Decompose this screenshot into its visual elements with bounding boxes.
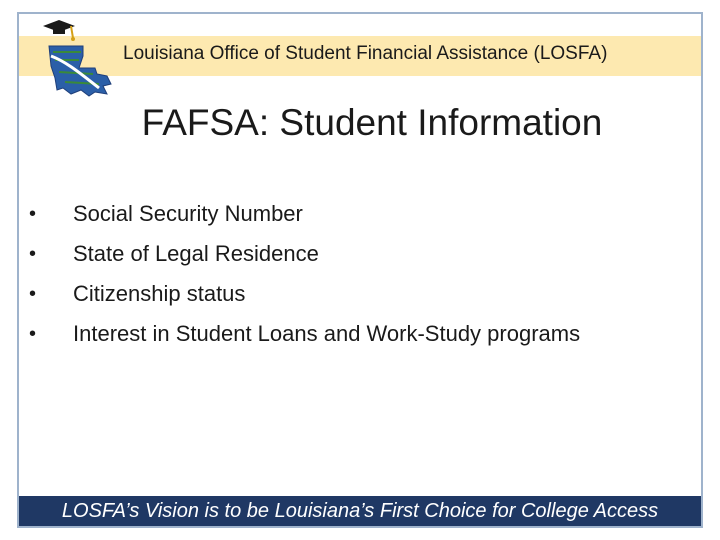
- footer-band: [19, 496, 701, 526]
- bullet-icon: •: [29, 282, 37, 305]
- org-name: Louisiana Office of Student Financial Assistance (LOSFA): [123, 43, 608, 64]
- bullet-icon: •: [29, 202, 37, 225]
- bullet-text: Citizenship status: [73, 281, 246, 306]
- list-item: [29, 194, 580, 234]
- slide-frame: [17, 12, 703, 528]
- bullet-icon: •: [29, 242, 37, 265]
- bullet-icon: •: [29, 322, 37, 345]
- list-item: [29, 314, 580, 354]
- slide-title: FAFSA: Student Information: [141, 102, 603, 143]
- list-item: [29, 234, 580, 274]
- vision-statement: LOSFA’s Vision is to be Louisiana’s First Choice for College Access: [61, 499, 659, 522]
- list-item: [29, 274, 580, 314]
- bullet-text: State of Legal Residence: [73, 241, 319, 266]
- bullet-text: Interest in Student Loans and Work-Study programs: [73, 321, 581, 346]
- bullet-text: Social Security Number: [73, 201, 303, 226]
- losfa-logo-icon: [37, 16, 123, 102]
- bullet-list: [29, 194, 580, 354]
